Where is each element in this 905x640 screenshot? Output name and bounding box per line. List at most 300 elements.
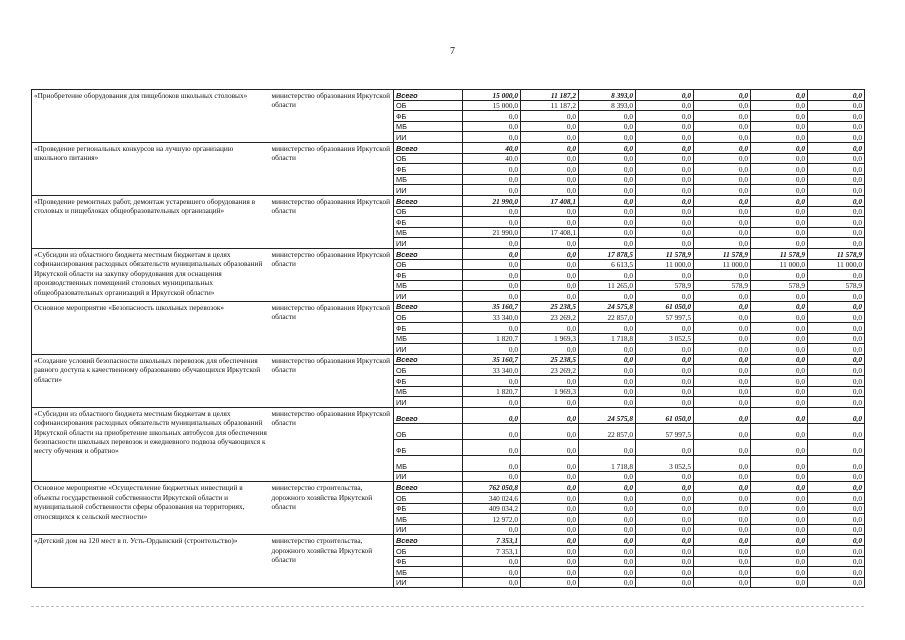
amount-cell: 0,0 <box>521 164 579 175</box>
amount-cell: 0,0 <box>636 270 694 281</box>
funding-source: ФБ <box>394 323 463 334</box>
amount-cell: 0,0 <box>636 142 694 153</box>
responsible-executor: министерство образования Иркутской области <box>270 407 394 482</box>
amount-cell: 578,9 <box>751 280 808 291</box>
amount-cell: 0,0 <box>808 333 865 344</box>
amount-cell: 0,0 <box>521 376 579 387</box>
amount-cell: 11 578,9 <box>694 248 751 259</box>
amount-cell: 0,0 <box>751 164 808 175</box>
amount-cell: 0,0 <box>694 567 751 578</box>
amount-cell: 0,0 <box>463 407 521 423</box>
amount-cell: 0,0 <box>521 153 579 164</box>
amount-cell: 35 160,7 <box>463 354 521 365</box>
amount-cell: 0,0 <box>636 354 694 365</box>
funding-source: ИИ <box>394 344 463 355</box>
amount-cell: 0,0 <box>636 185 694 196</box>
amount-cell: 0,0 <box>751 111 808 122</box>
table-row <box>32 407 865 423</box>
amount-cell: 0,0 <box>579 227 636 238</box>
amount-cell: 0,0 <box>751 545 808 556</box>
amount-cell: 0,0 <box>521 217 579 228</box>
amount-cell: 0,0 <box>694 323 751 334</box>
amount-cell: 0,0 <box>751 217 808 228</box>
amount-cell: 0,0 <box>751 206 808 217</box>
event-description: «Создание условий безопасности школьных перевозок для обеспечения равного доступа к качественному образованию обучающихся Иркутской области» <box>32 354 270 407</box>
amount-cell: 0,0 <box>751 423 808 439</box>
amount-cell: 0,0 <box>808 206 865 217</box>
amount-cell: 0,0 <box>751 493 808 504</box>
amount-cell: 0,0 <box>521 524 579 535</box>
table-row <box>32 90 865 101</box>
funding-source: ФБ <box>394 503 463 514</box>
amount-cell: 0,0 <box>636 471 694 482</box>
amount-cell: 3 052,5 <box>636 333 694 344</box>
amount-cell: 0,0 <box>579 493 636 504</box>
amount-cell: 0,0 <box>694 164 751 175</box>
amount-cell: 0,0 <box>579 217 636 228</box>
amount-cell: 0,0 <box>751 344 808 355</box>
amount-cell: 0,0 <box>751 376 808 387</box>
funding-source: МБ <box>394 121 463 132</box>
event-description: Основное мероприятие «Безопасность школьных перевозок» <box>32 301 270 354</box>
amount-cell: 0,0 <box>808 164 865 175</box>
event-description: «Субсидии из областного бюджета местным бюджетам в целях софинансирования расходных обязательств муниципальных образований Иркутской области на закупку оборудования для оснащения производственных помещений столовых муниципальных общеобразовательных организаций в Иркутской области» <box>32 248 270 301</box>
amount-cell: 0,0 <box>751 132 808 143</box>
amount-cell: 0,0 <box>463 248 521 259</box>
amount-cell: 0,0 <box>579 121 636 132</box>
amount-cell: 0,0 <box>694 195 751 206</box>
amount-cell: 578,9 <box>636 280 694 291</box>
amount-cell: 0,0 <box>521 514 579 525</box>
amount-cell: 0,0 <box>521 577 579 588</box>
amount-cell: 0,0 <box>636 524 694 535</box>
amount-cell: 0,0 <box>694 545 751 556</box>
funding-source: Всего <box>394 535 463 546</box>
amount-cell: 25 238,5 <box>521 301 579 312</box>
amount-cell: 0,0 <box>579 270 636 281</box>
amount-cell: 409 034,2 <box>463 503 521 514</box>
amount-cell: 0,0 <box>636 344 694 355</box>
amount-cell: 1 969,3 <box>521 333 579 344</box>
amount-cell: 0,0 <box>808 423 865 439</box>
amount-cell: 0,0 <box>579 153 636 164</box>
amount-cell: 0,0 <box>521 238 579 249</box>
amount-cell: 340 024,6 <box>463 493 521 504</box>
amount-cell: 0,0 <box>751 439 808 455</box>
amount-cell: 0,0 <box>808 577 865 588</box>
amount-cell: 0,0 <box>521 280 579 291</box>
amount-cell: 0,0 <box>751 567 808 578</box>
amount-cell: 0,0 <box>463 238 521 249</box>
responsible-executor: министерство образования Иркутской области <box>270 195 394 248</box>
amount-cell: 8 393,0 <box>579 90 636 101</box>
funding-source: ОБ <box>394 493 463 504</box>
amount-cell: 11 578,9 <box>808 248 865 259</box>
amount-cell: 0,0 <box>521 111 579 122</box>
funding-source: Всего <box>394 301 463 312</box>
amount-cell: 0,0 <box>694 471 751 482</box>
amount-cell: 0,0 <box>521 407 579 423</box>
amount-cell: 0,0 <box>751 195 808 206</box>
amount-cell: 0,0 <box>751 365 808 376</box>
amount-cell: 0,0 <box>808 111 865 122</box>
amount-cell: 0,0 <box>694 556 751 567</box>
amount-cell: 11 000,0 <box>808 259 865 270</box>
amount-cell: 3 052,5 <box>636 455 694 471</box>
event-description: «Проведение региональных конкурсов на лучшую организацию школьного питания» <box>32 142 270 195</box>
amount-cell: 11 000,0 <box>694 259 751 270</box>
amount-cell: 0,0 <box>579 185 636 196</box>
amount-cell: 0,0 <box>808 556 865 567</box>
amount-cell: 12 972,0 <box>463 514 521 525</box>
amount-cell: 0,0 <box>521 174 579 185</box>
amount-cell: 0,0 <box>808 365 865 376</box>
amount-cell: 0,0 <box>808 238 865 249</box>
amount-cell: 0,0 <box>463 524 521 535</box>
amount-cell: 0,0 <box>694 270 751 281</box>
amount-cell: 0,0 <box>579 291 636 302</box>
funding-source: ИИ <box>394 471 463 482</box>
amount-cell: 35 160,7 <box>463 301 521 312</box>
amount-cell: 0,0 <box>751 174 808 185</box>
funding-source: ФБ <box>394 217 463 228</box>
amount-cell: 22 857,0 <box>579 423 636 439</box>
amount-cell: 0,0 <box>808 455 865 471</box>
funding-source: ОБ <box>394 100 463 111</box>
amount-cell: 0,0 <box>694 132 751 143</box>
funding-source: ФБ <box>394 439 463 455</box>
amount-cell: 0,0 <box>751 524 808 535</box>
amount-cell: 11 000,0 <box>636 259 694 270</box>
amount-cell: 0,0 <box>751 238 808 249</box>
amount-cell: 40,0 <box>463 153 521 164</box>
amount-cell: 0,0 <box>694 153 751 164</box>
amount-cell: 0,0 <box>694 455 751 471</box>
amount-cell: 0,0 <box>751 142 808 153</box>
responsible-executor: министерство образования Иркутской области <box>270 248 394 301</box>
amount-cell: 0,0 <box>808 90 865 101</box>
amount-cell: 0,0 <box>463 397 521 408</box>
amount-cell: 0,0 <box>521 535 579 546</box>
amount-cell: 1 969,3 <box>521 386 579 397</box>
amount-cell: 6 613,5 <box>579 259 636 270</box>
amount-cell: 0,0 <box>521 423 579 439</box>
funding-source: МБ <box>394 514 463 525</box>
table-row <box>32 301 865 312</box>
amount-cell: 0,0 <box>694 185 751 196</box>
funding-source: МБ <box>394 455 463 471</box>
amount-cell: 762 050,8 <box>463 482 521 493</box>
amount-cell: 0,0 <box>694 142 751 153</box>
amount-cell: 17 878,5 <box>579 248 636 259</box>
amount-cell: 0,0 <box>808 100 865 111</box>
amount-cell: 578,9 <box>694 280 751 291</box>
amount-cell: 0,0 <box>751 90 808 101</box>
amount-cell: 0,0 <box>463 206 521 217</box>
amount-cell: 0,0 <box>808 132 865 143</box>
amount-cell: 0,0 <box>636 386 694 397</box>
amount-cell: 0,0 <box>808 227 865 238</box>
budget-table <box>31 89 865 588</box>
amount-cell: 0,0 <box>694 482 751 493</box>
amount-cell: 0,0 <box>463 376 521 387</box>
amount-cell: 0,0 <box>636 238 694 249</box>
amount-cell: 22 857,0 <box>579 312 636 323</box>
amount-cell: 0,0 <box>579 238 636 249</box>
amount-cell: 0,0 <box>636 535 694 546</box>
funding-source: ОБ <box>394 312 463 323</box>
amount-cell: 0,0 <box>636 90 694 101</box>
amount-cell: 0,0 <box>636 217 694 228</box>
amount-cell: 0,0 <box>521 248 579 259</box>
amount-cell: 0,0 <box>808 354 865 365</box>
amount-cell: 0,0 <box>463 259 521 270</box>
amount-cell: 0,0 <box>463 217 521 228</box>
amount-cell: 0,0 <box>751 227 808 238</box>
amount-cell: 11 187,2 <box>521 100 579 111</box>
amount-cell: 0,0 <box>463 471 521 482</box>
amount-cell: 0,0 <box>694 206 751 217</box>
amount-cell: 0,0 <box>636 323 694 334</box>
table-row <box>32 482 865 493</box>
amount-cell: 23 269,2 <box>521 312 579 323</box>
amount-cell: 0,0 <box>636 206 694 217</box>
amount-cell: 0,0 <box>808 301 865 312</box>
amount-cell: 1 820,7 <box>463 386 521 397</box>
amount-cell: 0,0 <box>521 291 579 302</box>
funding-source: ФБ <box>394 270 463 281</box>
amount-cell: 0,0 <box>579 174 636 185</box>
amount-cell: 0,0 <box>694 217 751 228</box>
amount-cell: 0,0 <box>579 195 636 206</box>
table-row <box>32 354 865 365</box>
amount-cell: 0,0 <box>808 524 865 535</box>
amount-cell: 0,0 <box>694 439 751 455</box>
amount-cell: 0,0 <box>579 376 636 387</box>
funding-source: ОБ <box>394 259 463 270</box>
amount-cell: 1 820,7 <box>463 333 521 344</box>
funding-source: Всего <box>394 142 463 153</box>
responsible-executor: министерство строительства, дорожного хозяйства Иркутской области <box>270 482 394 535</box>
funding-source: ИИ <box>394 238 463 249</box>
amount-cell: 0,0 <box>808 291 865 302</box>
funding-source: ФБ <box>394 164 463 175</box>
amount-cell: 0,0 <box>579 164 636 175</box>
amount-cell: 1 718,8 <box>579 455 636 471</box>
amount-cell: 0,0 <box>521 455 579 471</box>
funding-source: ИИ <box>394 577 463 588</box>
amount-cell: 0,0 <box>521 185 579 196</box>
amount-cell: 0,0 <box>636 556 694 567</box>
amount-cell: 24 575,8 <box>579 301 636 312</box>
amount-cell: 11 578,9 <box>751 248 808 259</box>
amount-cell: 0,0 <box>636 514 694 525</box>
amount-cell: 0,0 <box>463 111 521 122</box>
amount-cell: 0,0 <box>636 493 694 504</box>
amount-cell: 0,0 <box>579 111 636 122</box>
amount-cell: 0,0 <box>579 206 636 217</box>
amount-cell: 0,0 <box>463 291 521 302</box>
amount-cell: 0,0 <box>751 482 808 493</box>
amount-cell: 0,0 <box>463 270 521 281</box>
amount-cell: 11 000,0 <box>751 259 808 270</box>
amount-cell: 0,0 <box>579 344 636 355</box>
amount-cell: 0,0 <box>636 482 694 493</box>
amount-cell: 21 990,0 <box>463 195 521 206</box>
amount-cell: 0,0 <box>808 567 865 578</box>
amount-cell: 0,0 <box>579 545 636 556</box>
amount-cell: 0,0 <box>808 323 865 334</box>
amount-cell: 0,0 <box>751 556 808 567</box>
amount-cell: 0,0 <box>808 174 865 185</box>
amount-cell: 0,0 <box>808 142 865 153</box>
amount-cell: 0,0 <box>751 397 808 408</box>
amount-cell: 0,0 <box>636 365 694 376</box>
amount-cell: 0,0 <box>521 142 579 153</box>
bottom-dashed-line <box>31 606 864 607</box>
amount-cell: 0,0 <box>636 577 694 588</box>
funding-source: МБ <box>394 386 463 397</box>
funding-source: Всего <box>394 248 463 259</box>
amount-cell: 0,0 <box>579 482 636 493</box>
amount-cell: 0,0 <box>579 365 636 376</box>
funding-source: ФБ <box>394 376 463 387</box>
amount-cell: 0,0 <box>808 185 865 196</box>
amount-cell: 0,0 <box>694 344 751 355</box>
amount-cell: 0,0 <box>751 386 808 397</box>
funding-source: ОБ <box>394 545 463 556</box>
amount-cell: 0,0 <box>463 185 521 196</box>
amount-cell: 0,0 <box>579 567 636 578</box>
funding-source: Всего <box>394 195 463 206</box>
responsible-executor: министерство строительства, дорожного хозяйства Иркутской области <box>270 535 394 588</box>
amount-cell: 0,0 <box>463 344 521 355</box>
amount-cell: 0,0 <box>694 227 751 238</box>
amount-cell: 0,0 <box>751 503 808 514</box>
amount-cell: 0,0 <box>808 514 865 525</box>
amount-cell: 0,0 <box>579 503 636 514</box>
amount-cell: 0,0 <box>808 270 865 281</box>
amount-cell: 0,0 <box>636 100 694 111</box>
event-description: «Приобретение оборудования для пищеблоков школьных столовых» <box>32 90 270 143</box>
amount-cell: 0,0 <box>808 217 865 228</box>
amount-cell: 0,0 <box>579 323 636 334</box>
table-row <box>32 248 865 259</box>
amount-cell: 0,0 <box>579 439 636 455</box>
amount-cell: 0,0 <box>751 270 808 281</box>
amount-cell: 0,0 <box>808 503 865 514</box>
responsible-executor: министерство образования Иркутской области <box>270 354 394 407</box>
funding-source: МБ <box>394 567 463 578</box>
amount-cell: 0,0 <box>521 482 579 493</box>
amount-cell: 0,0 <box>751 333 808 344</box>
funding-source: ОБ <box>394 206 463 217</box>
amount-cell: 0,0 <box>694 291 751 302</box>
amount-cell: 0,0 <box>694 174 751 185</box>
amount-cell: 0,0 <box>579 535 636 546</box>
amount-cell: 0,0 <box>463 164 521 175</box>
amount-cell: 0,0 <box>694 312 751 323</box>
amount-cell: 11 187,2 <box>521 90 579 101</box>
funding-source: МБ <box>394 174 463 185</box>
amount-cell: 61 050,0 <box>636 301 694 312</box>
amount-cell: 0,0 <box>579 132 636 143</box>
responsible-executor: министерство образования Иркутской области <box>270 90 394 143</box>
amount-cell: 0,0 <box>694 503 751 514</box>
amount-cell: 0,0 <box>463 174 521 185</box>
funding-source: ИИ <box>394 397 463 408</box>
event-description: «Проведение ремонтных работ, демонтаж устаревшего оборудования в столовых и пищеблоках общеобразовательных организаций» <box>32 195 270 248</box>
event-description: Основное мероприятие «Осуществление бюджетных инвестиций в объекты государственной собственности Иркутской области и муниципальной собственности сферы образования на территориях, относящихся к сельской местности» <box>32 482 270 535</box>
amount-cell: 0,0 <box>463 121 521 132</box>
amount-cell: 61 050,0 <box>636 407 694 423</box>
amount-cell: 33 340,0 <box>463 312 521 323</box>
amount-cell: 0,0 <box>521 259 579 270</box>
amount-cell: 0,0 <box>521 439 579 455</box>
funding-source: ОБ <box>394 153 463 164</box>
amount-cell: 0,0 <box>694 238 751 249</box>
amount-cell: 0,0 <box>579 386 636 397</box>
amount-cell: 7 353,1 <box>463 535 521 546</box>
amount-cell: 0,0 <box>808 482 865 493</box>
funding-source: ОБ <box>394 365 463 376</box>
funding-source: ОБ <box>394 423 463 439</box>
amount-cell: 0,0 <box>694 121 751 132</box>
responsible-executor: министерство образования Иркутской области <box>270 142 394 195</box>
amount-cell: 0,0 <box>694 524 751 535</box>
amount-cell: 0,0 <box>694 423 751 439</box>
funding-source: Всего <box>394 90 463 101</box>
amount-cell: 0,0 <box>521 493 579 504</box>
amount-cell: 0,0 <box>636 153 694 164</box>
amount-cell: 0,0 <box>808 545 865 556</box>
amount-cell: 15 000,0 <box>463 90 521 101</box>
amount-cell: 0,0 <box>751 301 808 312</box>
amount-cell: 0,0 <box>751 323 808 334</box>
amount-cell: 11 265,0 <box>579 280 636 291</box>
amount-cell: 33 340,0 <box>463 365 521 376</box>
amount-cell: 0,0 <box>636 195 694 206</box>
amount-cell: 0,0 <box>636 291 694 302</box>
amount-cell: 578,9 <box>808 280 865 291</box>
amount-cell: 21 990,0 <box>463 227 521 238</box>
amount-cell: 15 000,0 <box>463 100 521 111</box>
amount-cell: 17 408,1 <box>521 195 579 206</box>
amount-cell: 0,0 <box>694 407 751 423</box>
amount-cell: 0,0 <box>579 524 636 535</box>
amount-cell: 0,0 <box>694 535 751 546</box>
funding-source: ФБ <box>394 111 463 122</box>
amount-cell: 0,0 <box>636 567 694 578</box>
amount-cell: 0,0 <box>579 556 636 567</box>
amount-cell: 0,0 <box>636 227 694 238</box>
amount-cell: 0,0 <box>636 121 694 132</box>
amount-cell: 0,0 <box>808 344 865 355</box>
amount-cell: 0,0 <box>751 455 808 471</box>
amount-cell: 0,0 <box>751 153 808 164</box>
amount-cell: 0,0 <box>521 132 579 143</box>
amount-cell: 0,0 <box>694 301 751 312</box>
amount-cell: 0,0 <box>751 535 808 546</box>
amount-cell: 0,0 <box>521 270 579 281</box>
amount-cell: 0,0 <box>808 153 865 164</box>
amount-cell: 7 353,1 <box>463 545 521 556</box>
funding-source: Всего <box>394 354 463 365</box>
amount-cell: 24 575,8 <box>579 407 636 423</box>
amount-cell: 0,0 <box>463 280 521 291</box>
amount-cell: 0,0 <box>636 397 694 408</box>
amount-cell: 0,0 <box>463 455 521 471</box>
